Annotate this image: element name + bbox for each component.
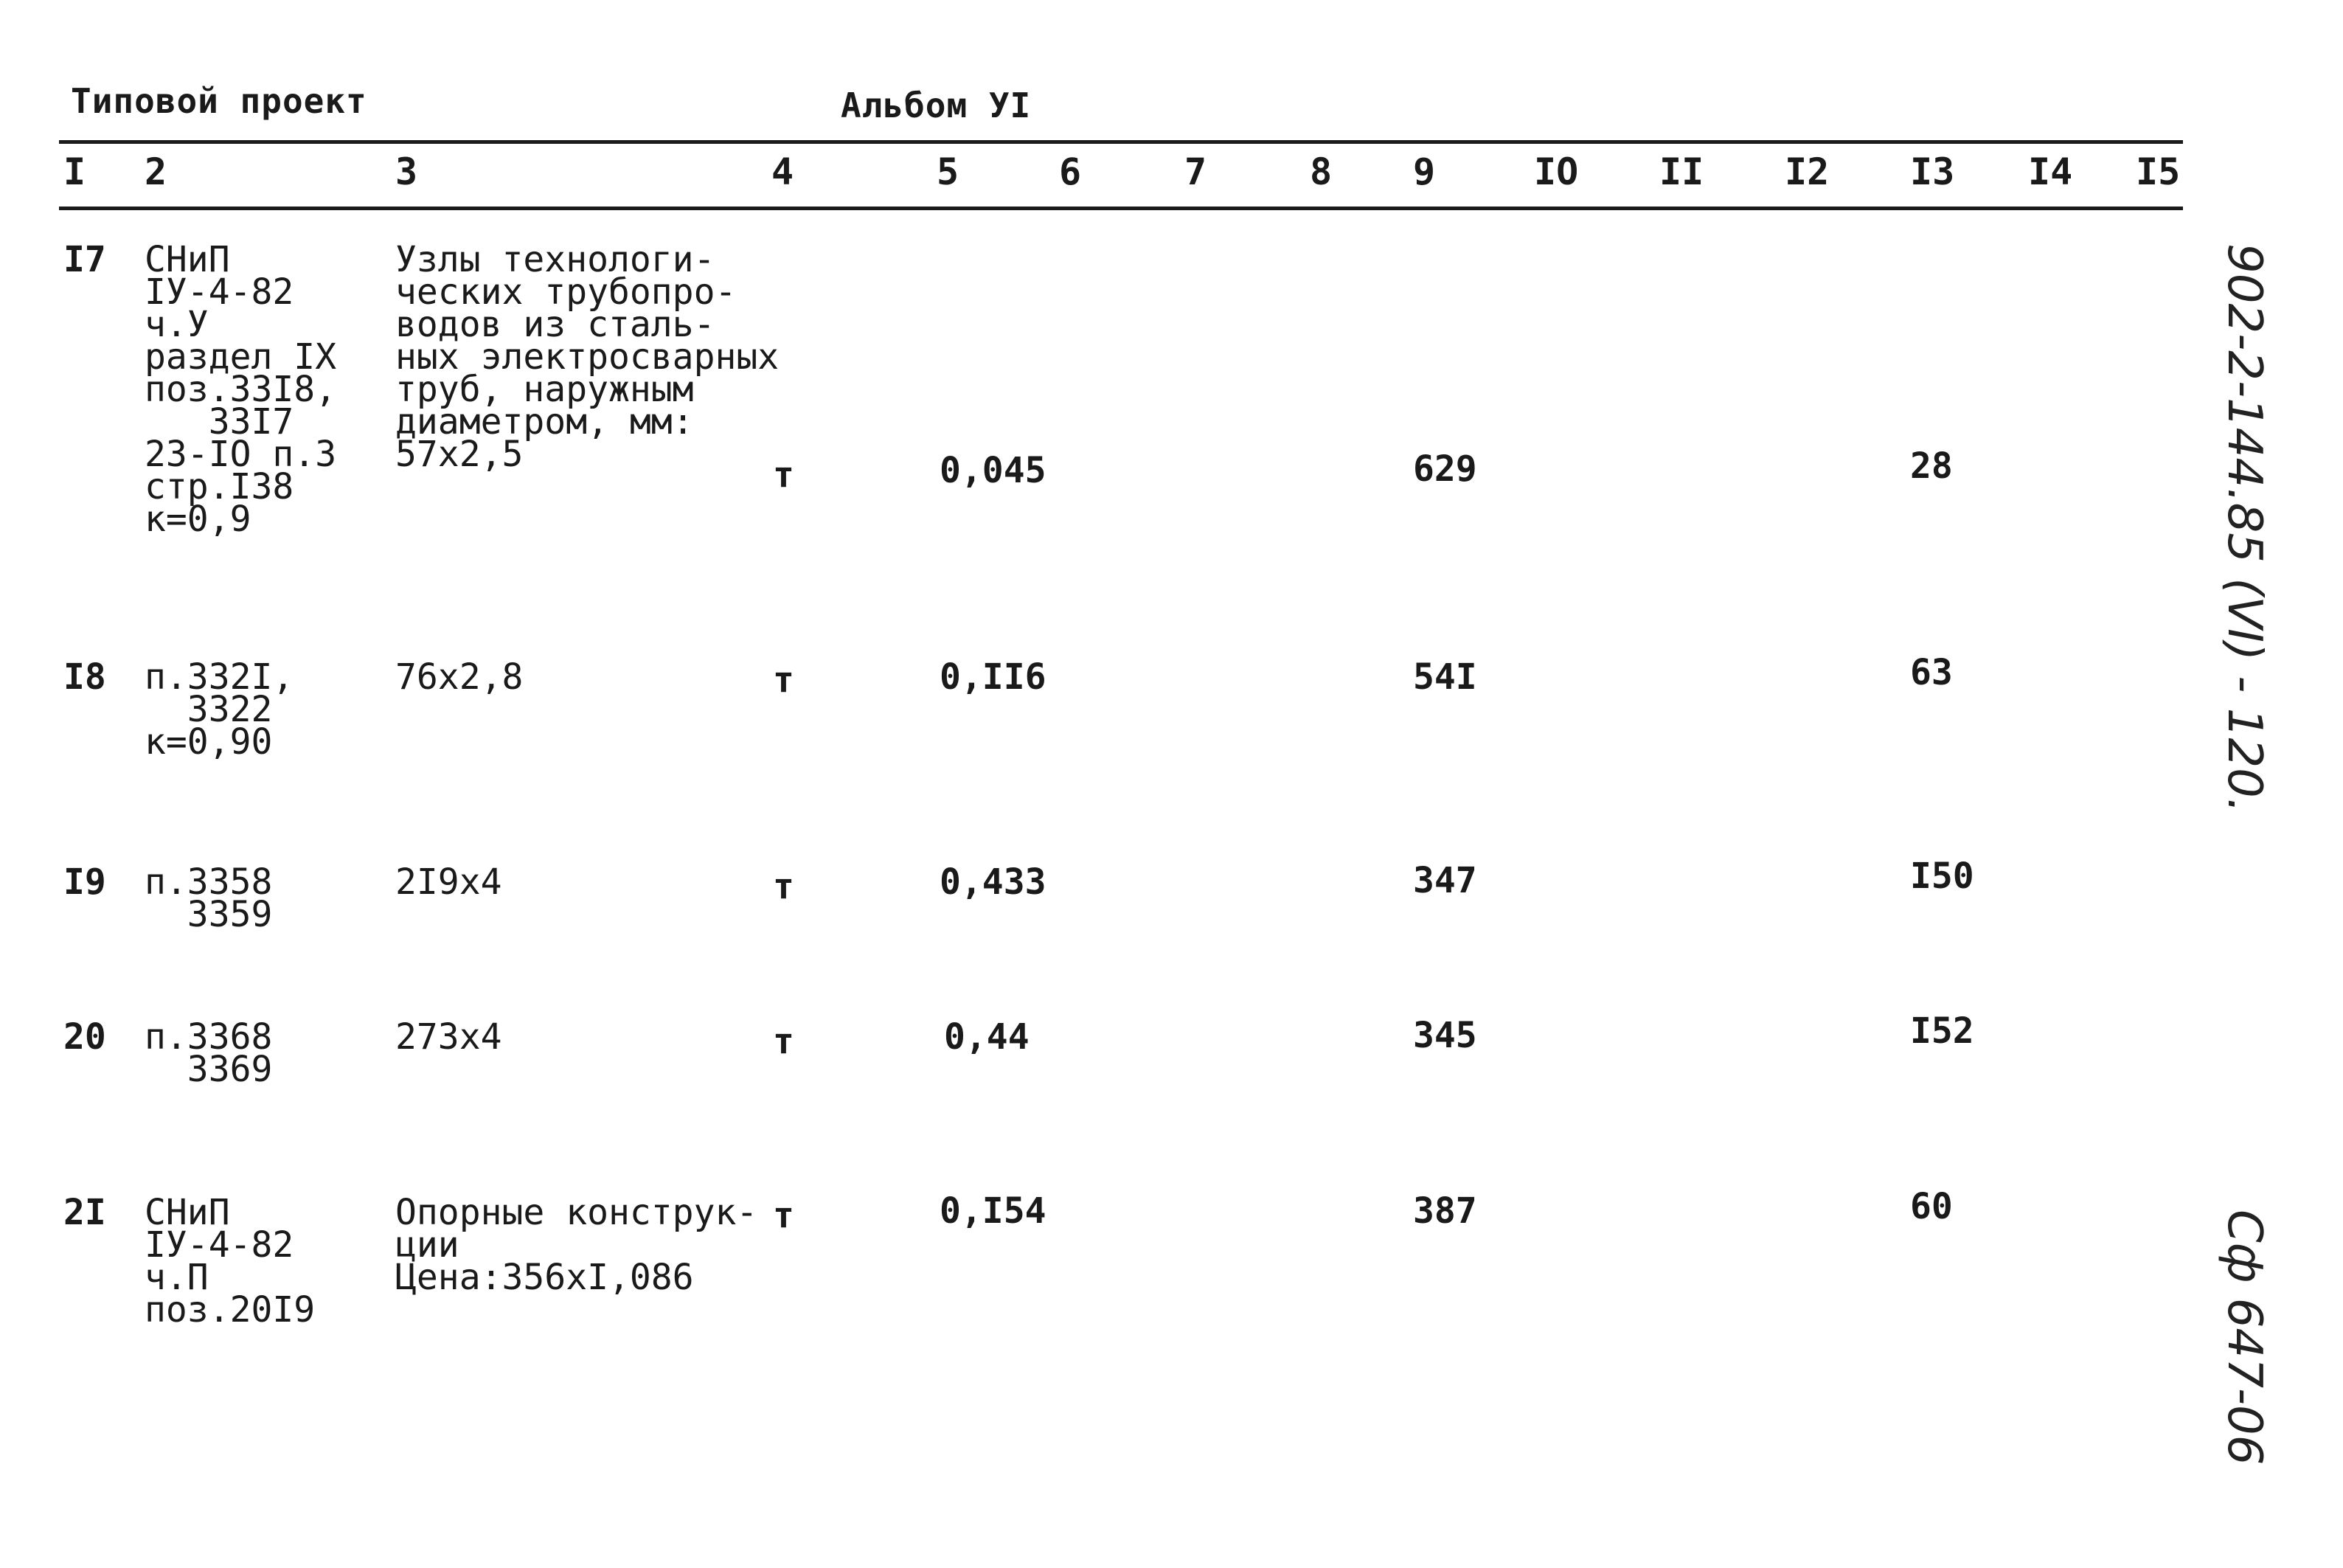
header-rule-top: [59, 140, 2183, 144]
margin-note-top: 902-2-144.85 (VI) - 120.: [2217, 243, 2271, 814]
col-1: I: [63, 150, 86, 193]
row-unit: т: [773, 866, 794, 907]
row-number: 20: [63, 1016, 106, 1058]
row-qty: 0,II6: [940, 656, 1046, 698]
col-3: 3: [395, 150, 418, 193]
col-12: I2: [1785, 150, 1830, 193]
row-name: 2I9х4: [395, 861, 502, 903]
row-col9: 345: [1413, 1015, 1477, 1056]
col-6: 6: [1059, 150, 1082, 193]
row-name: 76х2,8: [395, 656, 524, 698]
row-col9: 347: [1413, 860, 1477, 901]
row-basis: п.3368 3369: [145, 1016, 273, 1090]
row-unit: т: [773, 454, 794, 496]
row-col9: 387: [1413, 1190, 1477, 1232]
col-11: II: [1659, 150, 1704, 193]
row-unit: т: [773, 659, 794, 701]
header-rule-bottom: [59, 207, 2183, 210]
project-label: Типовой проект: [71, 81, 367, 121]
row-col13: 63: [1910, 652, 1953, 693]
row-qty: 0,045: [940, 450, 1046, 491]
row-col13: 28: [1910, 445, 1953, 487]
col-7: 7: [1184, 150, 1207, 193]
row-basis: СНиП IУ-4-82 ч.П поз.20I9: [145, 1192, 316, 1331]
row-basis: СНиП IУ-4-82 ч.У раздел IX поз.33I8, 33I7 23-IO п.3 стр.I38 к=0,9: [145, 239, 337, 540]
album-label: Альбом УI: [841, 86, 1032, 125]
col-8: 8: [1310, 150, 1333, 193]
row-name: Опорные конструк- ции Цена:356хI,086: [395, 1192, 758, 1298]
row-col9: 629: [1413, 448, 1477, 490]
col-4: 4: [771, 150, 794, 193]
row-unit: т: [773, 1195, 794, 1236]
col-13: I3: [1910, 150, 1955, 193]
row-number: 2I: [63, 1192, 106, 1233]
row-qty: 0,433: [940, 861, 1046, 903]
row-basis: п.332I, 3322 к=0,90: [145, 656, 294, 763]
col-5: 5: [937, 150, 959, 193]
row-col13: 60: [1910, 1186, 1953, 1227]
col-15: I5: [2136, 150, 2181, 193]
margin-note-bottom: Сф 647-06: [2217, 1210, 2271, 1465]
col-14: I4: [2028, 150, 2073, 193]
row-name: 273х4: [395, 1016, 502, 1058]
row-col9: 54I: [1413, 656, 1477, 698]
row-unit: т: [773, 1021, 794, 1062]
col-2: 2: [145, 150, 167, 193]
row-col13: I52: [1910, 1010, 1974, 1052]
row-name: Узлы технологи- ческих трубопро- водов из сталь- ных электросварных труб, наружным диаметром, мм: 57х2,5: [395, 239, 780, 475]
row-number: I8: [63, 656, 106, 698]
col-10: IO: [1534, 150, 1579, 193]
row-col13: I50: [1910, 856, 1974, 897]
row-number: I9: [63, 861, 106, 903]
row-qty: 0,44: [944, 1016, 1030, 1058]
row-number: I7: [63, 239, 106, 280]
col-9: 9: [1413, 150, 1436, 193]
row-basis: п.3358 3359: [145, 861, 273, 935]
row-qty: 0,I54: [940, 1190, 1046, 1232]
